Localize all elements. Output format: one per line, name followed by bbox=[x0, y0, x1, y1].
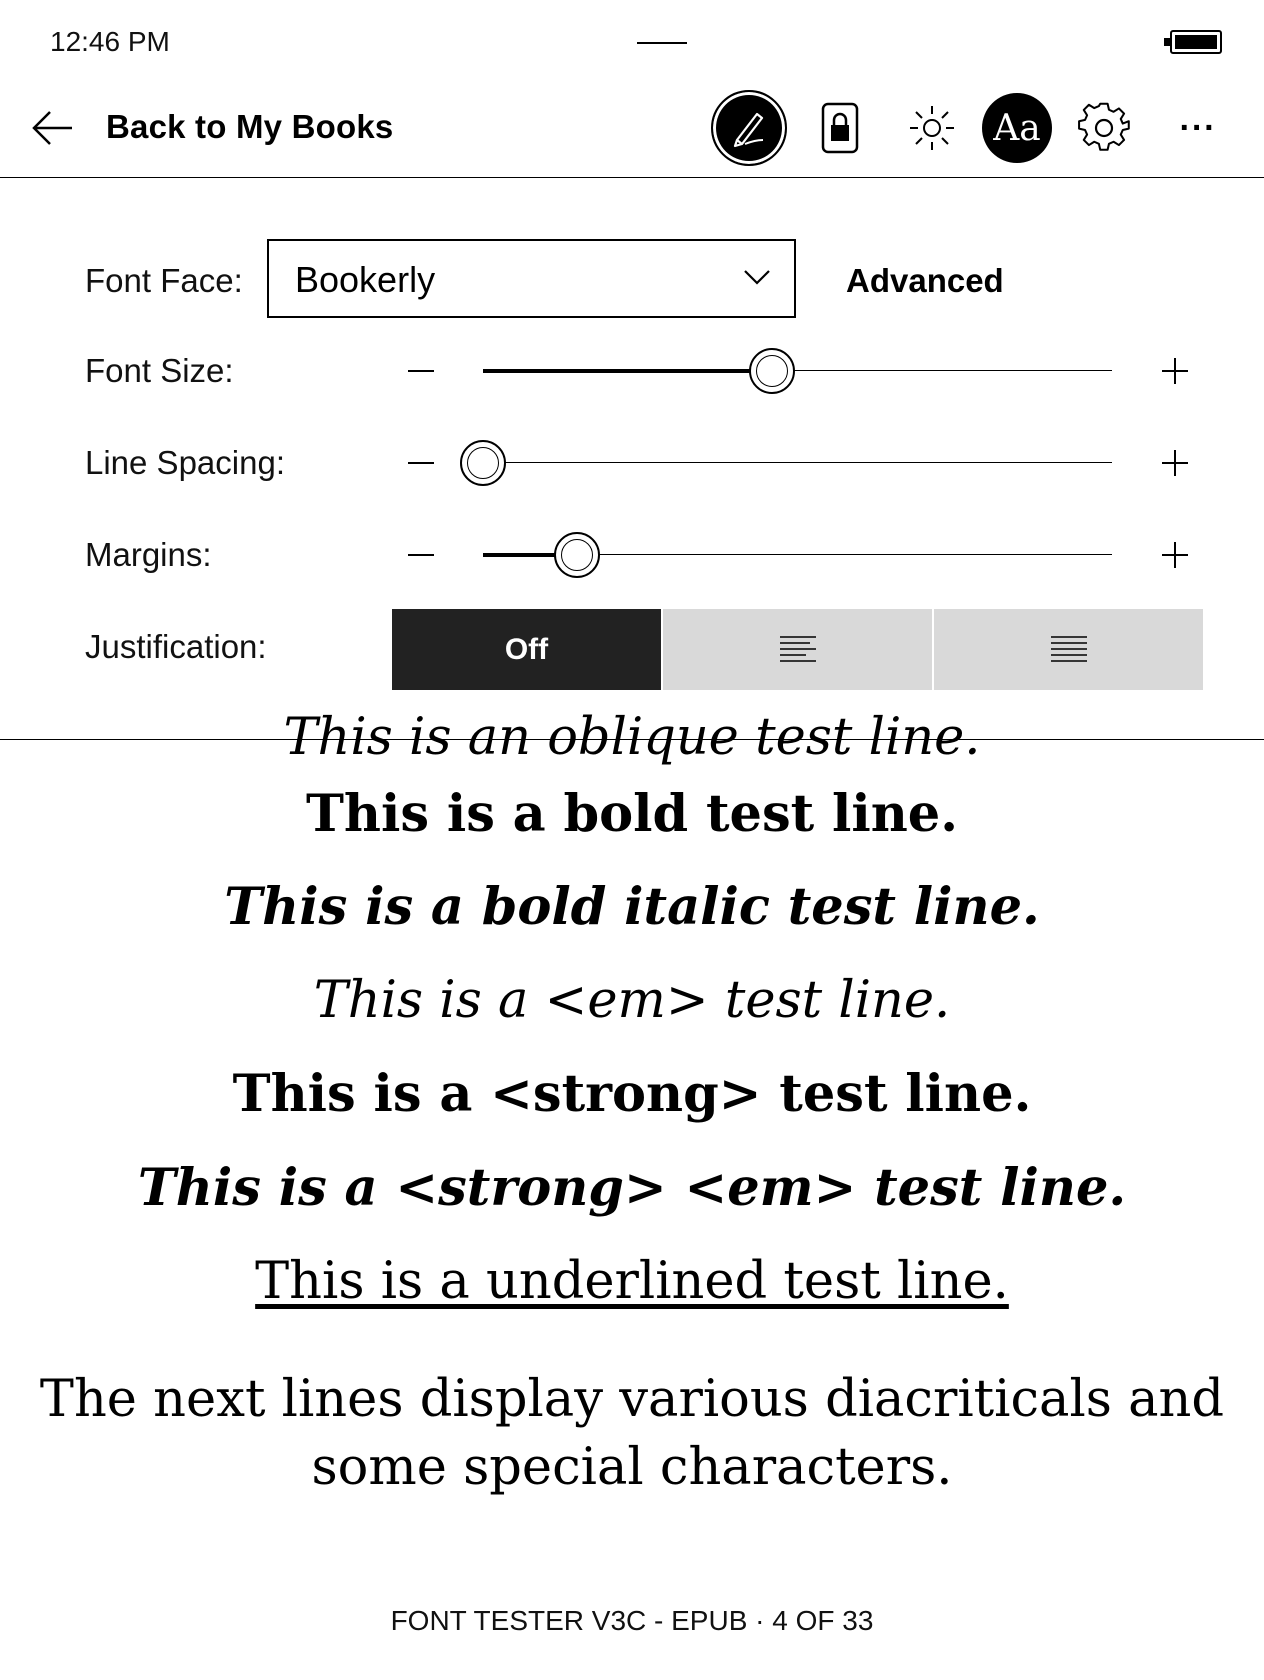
more-icon[interactable]: ··· bbox=[1179, 108, 1217, 147]
font-face-dropdown[interactable] bbox=[267, 239, 796, 318]
justification-full-button[interactable] bbox=[932, 609, 1203, 690]
justification-label: Justification: bbox=[85, 628, 267, 665]
back-arrow-icon[interactable] bbox=[30, 108, 74, 148]
settings-button[interactable] bbox=[1074, 88, 1134, 168]
toolbar-divider bbox=[0, 177, 1264, 178]
slider-handle[interactable] bbox=[749, 348, 795, 394]
gear-icon bbox=[1078, 102, 1130, 154]
battery-icon bbox=[1170, 30, 1222, 54]
font-face-value: Bookerly bbox=[295, 259, 436, 300]
decrease-font-size-button[interactable] bbox=[408, 370, 434, 372]
pen-button[interactable] bbox=[709, 88, 789, 168]
font-settings-button[interactable] bbox=[982, 88, 1052, 168]
back-to-library-link[interactable]: Back to My Books bbox=[106, 108, 394, 145]
paragraph-line: some special characters. bbox=[311, 1438, 953, 1497]
brightness-button[interactable] bbox=[900, 88, 964, 168]
lock-icon bbox=[820, 101, 860, 155]
strong-test-line: This is a <strong> test line. bbox=[232, 1064, 1032, 1124]
font-face-label: Font Face: bbox=[85, 262, 243, 299]
status-time: 12:46 PM bbox=[50, 26, 170, 57]
line-spacing-label: Line Spacing: bbox=[85, 444, 285, 481]
decrease-margins-button[interactable] bbox=[408, 554, 434, 556]
em-test-line: This is a <em> test line. bbox=[313, 971, 951, 1030]
justification-off-button[interactable]: Off bbox=[392, 609, 661, 690]
slider-handle[interactable] bbox=[554, 532, 600, 578]
orientation-lock-button[interactable] bbox=[810, 88, 870, 168]
strong-em-test-line: This is a <strong> <em> test line. bbox=[137, 1158, 1127, 1218]
pen-icon bbox=[711, 90, 787, 166]
book-page[interactable] bbox=[0, 708, 1264, 1620]
pull-down-handle[interactable] bbox=[637, 42, 687, 44]
align-justify-icon bbox=[1049, 634, 1089, 666]
justification-left-button[interactable] bbox=[661, 609, 932, 690]
underlined-test-line: This is a underlined test line. bbox=[255, 1252, 1009, 1311]
chevron-down-icon bbox=[742, 267, 772, 287]
line-spacing-slider[interactable] bbox=[400, 434, 1200, 494]
font-size-label: Font Size: bbox=[85, 352, 234, 389]
align-left-icon bbox=[778, 634, 818, 666]
brightness-icon bbox=[908, 104, 956, 152]
margins-slider[interactable] bbox=[400, 526, 1200, 586]
slider-fill bbox=[483, 369, 772, 373]
oblique-test-line: This is an oblique test line. bbox=[283, 708, 981, 767]
justification-toggle[interactable] bbox=[392, 609, 1203, 690]
bold-italic-test-line: This is a bold italic test line. bbox=[224, 877, 1040, 937]
book-footer: FONT TESTER V3C - EPUB · 4 OF 33 bbox=[390, 1605, 874, 1636]
font-size-slider[interactable] bbox=[400, 342, 1200, 402]
advanced-button[interactable]: Advanced bbox=[846, 262, 1004, 299]
margins-label: Margins: bbox=[85, 536, 212, 573]
paragraph-line: The next lines display various diacriticals and bbox=[39, 1370, 1225, 1429]
decrease-line-spacing-button[interactable] bbox=[408, 462, 434, 464]
font-icon: Aa bbox=[982, 93, 1052, 163]
slider-handle[interactable] bbox=[460, 440, 506, 486]
bold-test-line: This is a bold test line. bbox=[305, 784, 959, 844]
slider-track bbox=[483, 462, 1112, 463]
